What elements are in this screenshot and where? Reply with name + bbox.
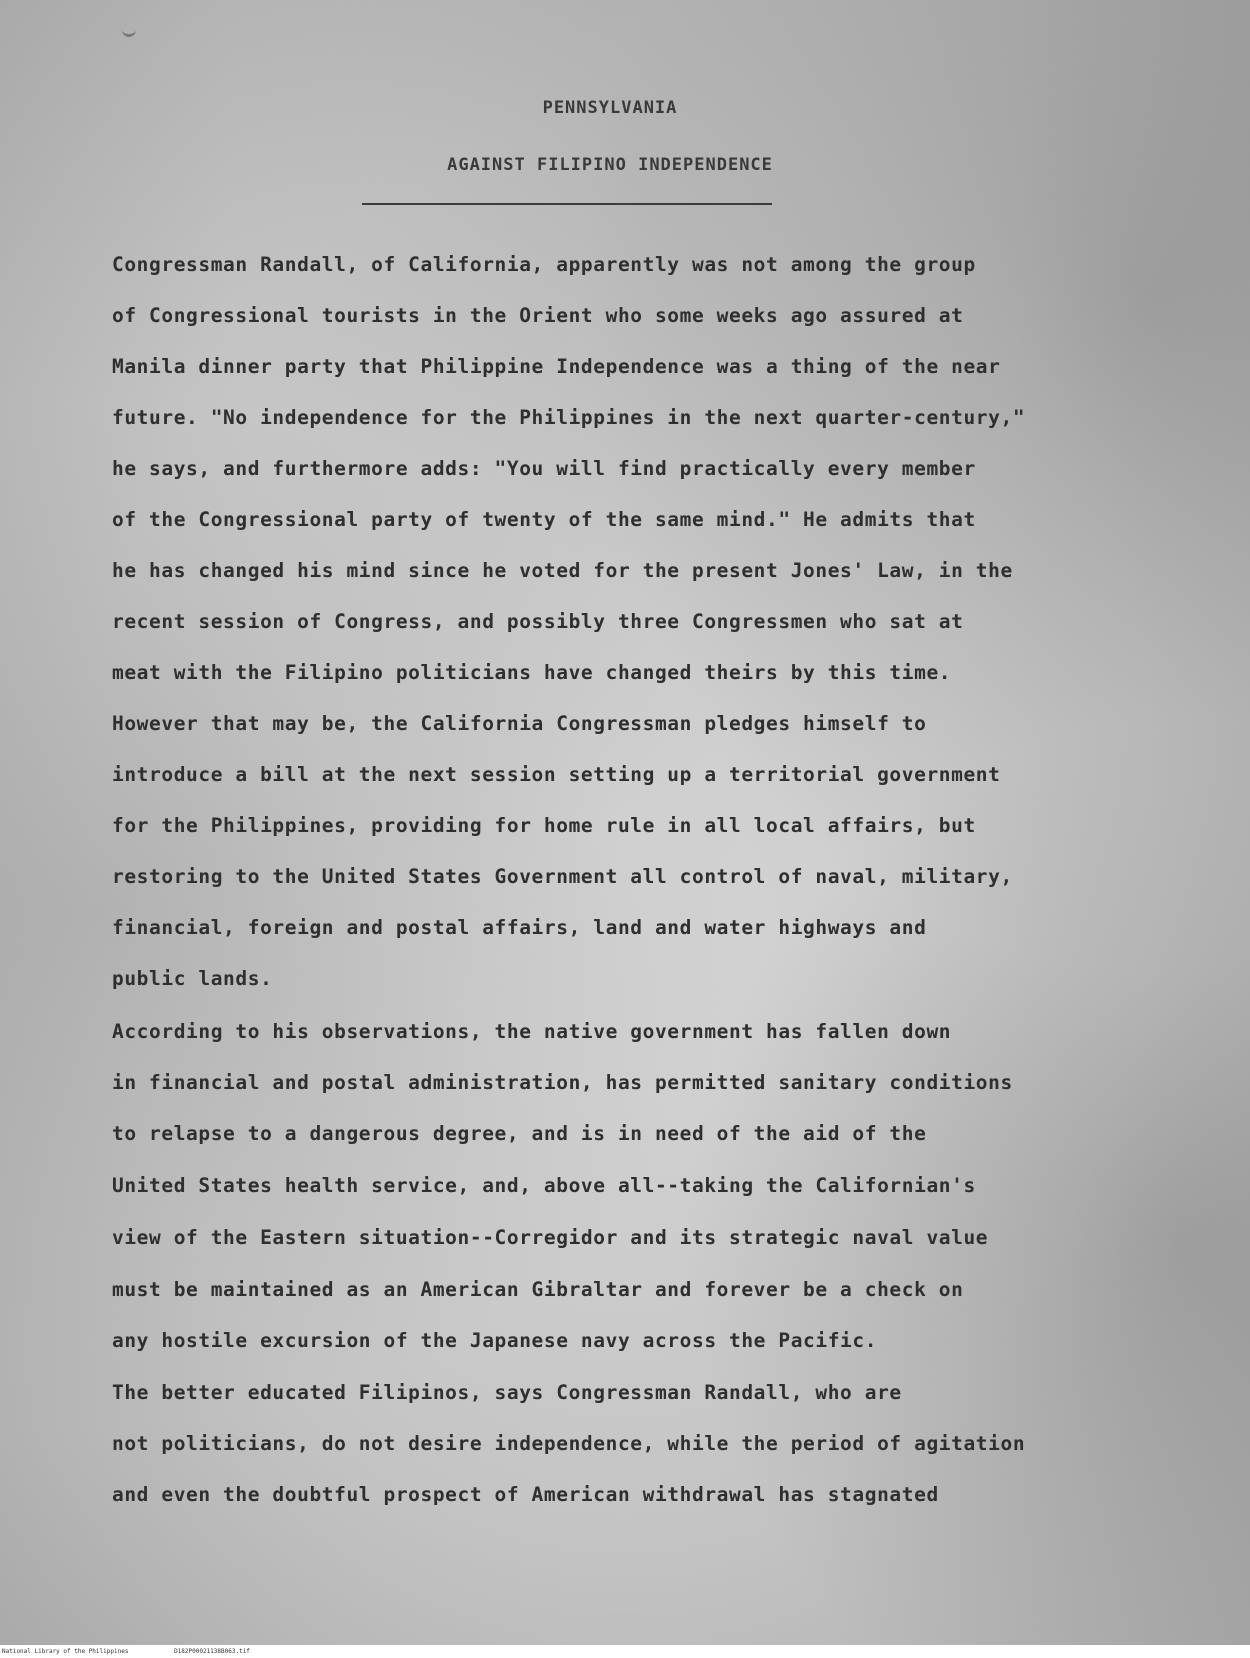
text-line: According to his observations, the native government has fallen down <box>112 1020 952 1043</box>
text-line: introduce a bill at the next session setting up a territorial government <box>112 763 1001 786</box>
document-heading: PENNSYLVANIA <box>542 98 678 118</box>
text-line: any hostile excursion of the Japanese navy across the Pacific. <box>112 1329 878 1352</box>
text-line: Manila dinner party that Philippine Independence was a thing of the near <box>112 355 1001 378</box>
text-line: financial, foreign and postal affairs, land and water highways and <box>112 916 927 939</box>
text-line: view of the Eastern situation--Corregidor and its strategic naval value <box>112 1226 989 1249</box>
text-line: future. "No independence for the Philippines in the next quarter-century," <box>112 406 1026 429</box>
text-line: in financial and postal administration, has permitted sanitary conditions <box>112 1071 1013 1094</box>
scan-footer <box>0 1645 1250 1658</box>
text-line: he says, and furthermore adds: "You will find practically every member <box>112 457 976 480</box>
text-line: meat with the Filipino politicians have changed theirs by this time. <box>112 661 952 684</box>
text-line: restoring to the United States Government all control of naval, military, <box>112 865 1013 888</box>
text-line: to relapse to a dangerous degree, and is in need of the aid of the <box>112 1122 927 1145</box>
document-title: AGAINST FILIPINO INDEPENDENCE <box>447 155 773 175</box>
footer-institution: National Library of the Philippines <box>2 1648 129 1655</box>
text-line: and even the doubtful prospect of American withdrawal has stagnated <box>112 1483 939 1506</box>
text-line: for the Philippines, providing for home rule in all local affairs, but <box>112 814 976 837</box>
text-line: The better educated Filipinos, says Congressman Randall, who are <box>112 1381 902 1404</box>
footer-filename: D182P00021138B063.tif <box>174 1648 250 1655</box>
text-line: of the Congressional party of twenty of the same mind." He admits that <box>112 508 976 531</box>
text-line: recent session of Congress, and possibly three Congressmen who sat at <box>112 610 964 633</box>
text-line: must be maintained as an American Gibraltar and forever be a check on <box>112 1278 964 1301</box>
text-line: Congressman Randall, of California, apparently was not among the group <box>112 253 976 276</box>
text-line: of Congressional tourists in the Orient who some weeks ago assured at <box>112 304 964 327</box>
text-line: not politicians, do not desire independence, while the period of agitation <box>112 1432 1026 1455</box>
text-line: public lands. <box>112 967 273 990</box>
text-line: However that may be, the California Congressman pledges himself to <box>112 712 927 735</box>
text-line: he has changed his mind since he voted for the present Jones' Law, in the <box>112 559 1013 582</box>
text-line: United States health service, and, above all--taking the Californian's <box>112 1174 976 1197</box>
